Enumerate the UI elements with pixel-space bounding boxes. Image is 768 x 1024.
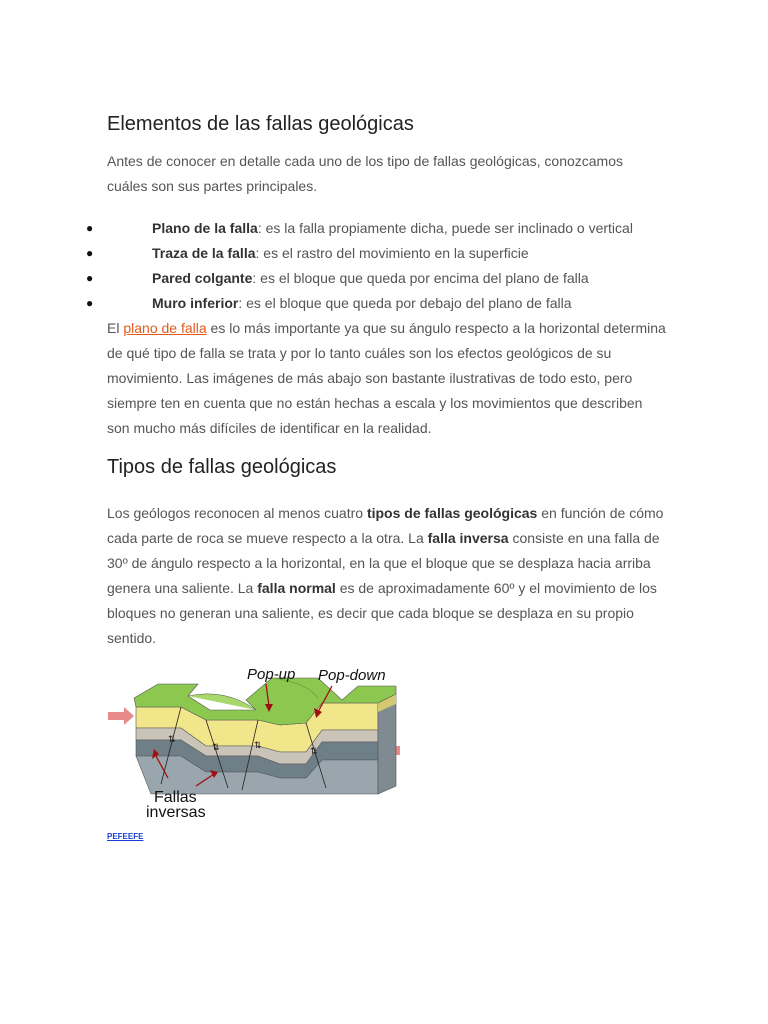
list-term: Pared colgante xyxy=(152,270,253,286)
compression-arrow-left-icon xyxy=(108,707,134,725)
bullet-icon: ● xyxy=(86,221,94,235)
bold-term: tipos de fallas geológicas xyxy=(366,505,538,521)
movement-arrow-icon: ⇅ xyxy=(212,742,220,752)
list-desc: : es el rastro del movimiento en la superficie xyxy=(255,245,529,261)
para2-text: en función de cómo cada parte de roca se mueve respecto a la otra. La xyxy=(107,505,664,546)
para1-text: El xyxy=(107,320,124,336)
section-heading-tipos: Tipos de fallas geológicas xyxy=(107,456,337,478)
pop-up-label: Pop-up xyxy=(247,666,296,683)
fallas-label: Fallas xyxy=(154,789,197,806)
image-caption-link[interactable]: PEFEEFE xyxy=(107,832,144,841)
list-term: Plano de la falla xyxy=(152,220,258,236)
list-desc: : es el bloque que queda por encima del plano de falla xyxy=(252,270,589,286)
list-desc: : es el bloque que queda por debajo del plano de falla xyxy=(238,295,572,311)
fault-diagram xyxy=(106,660,402,824)
bullet-icon: ● xyxy=(86,271,94,285)
plano-de-falla-link[interactable]: plano de falla xyxy=(123,320,207,336)
para2-text: consiste en una falla de 30º de ángulo respecto a la horizontal, en la que el bloque que se desplaza hacia arriba genera una saliente. La xyxy=(107,530,660,596)
movement-arrow-icon: ⇅ xyxy=(254,740,262,750)
pop-down-label: Pop-down xyxy=(318,667,386,684)
list-desc: : es la falla propiamente dicha, puede ser inclinado o vertical xyxy=(257,220,633,236)
list-term: Traza de la falla xyxy=(152,245,256,261)
list-term: Muro inferior xyxy=(152,295,239,311)
bullet-icon: ● xyxy=(86,296,94,310)
para2-text: Los geólogos reconocen al menos cuatro xyxy=(107,505,367,521)
para1-text: es lo más importante ya que su ángulo respecto a la horizontal determina de qué tipo de falla se trata y por lo tanto cuáles son los efectos geológicos de su movimiento. Las imágenes de más abajo son bastante ilustrativas de todo esto, pero siempre ten en cuenta que no están hechas a escala y los movimientos que describen son mucho más difíciles de identificar en la realidad. xyxy=(107,320,666,436)
section-heading-elementos: Elementos de las fallas geológicas xyxy=(107,113,414,135)
bullet-icon: ● xyxy=(86,246,94,260)
movement-arrow-icon: ⇅ xyxy=(168,734,176,744)
bold-term: falla inversa xyxy=(427,530,509,546)
plano-paragraph xyxy=(107,316,667,441)
tipos-paragraph xyxy=(107,501,667,651)
movement-arrow-icon: ⇅ xyxy=(310,746,318,756)
bold-term: falla normal xyxy=(257,580,336,596)
para2-text: es de aproximadamente 60º y el movimiento de los bloques no generan una saliente, es decir que cada bloque se desplaza en su propio sentido. xyxy=(107,580,657,646)
intro-paragraph: Antes de conocer en detalle cada uno de los tipo de fallas geológicas, conozcamos cuáles son sus partes principales. xyxy=(107,153,624,194)
inversas-label: inversas xyxy=(146,804,206,821)
